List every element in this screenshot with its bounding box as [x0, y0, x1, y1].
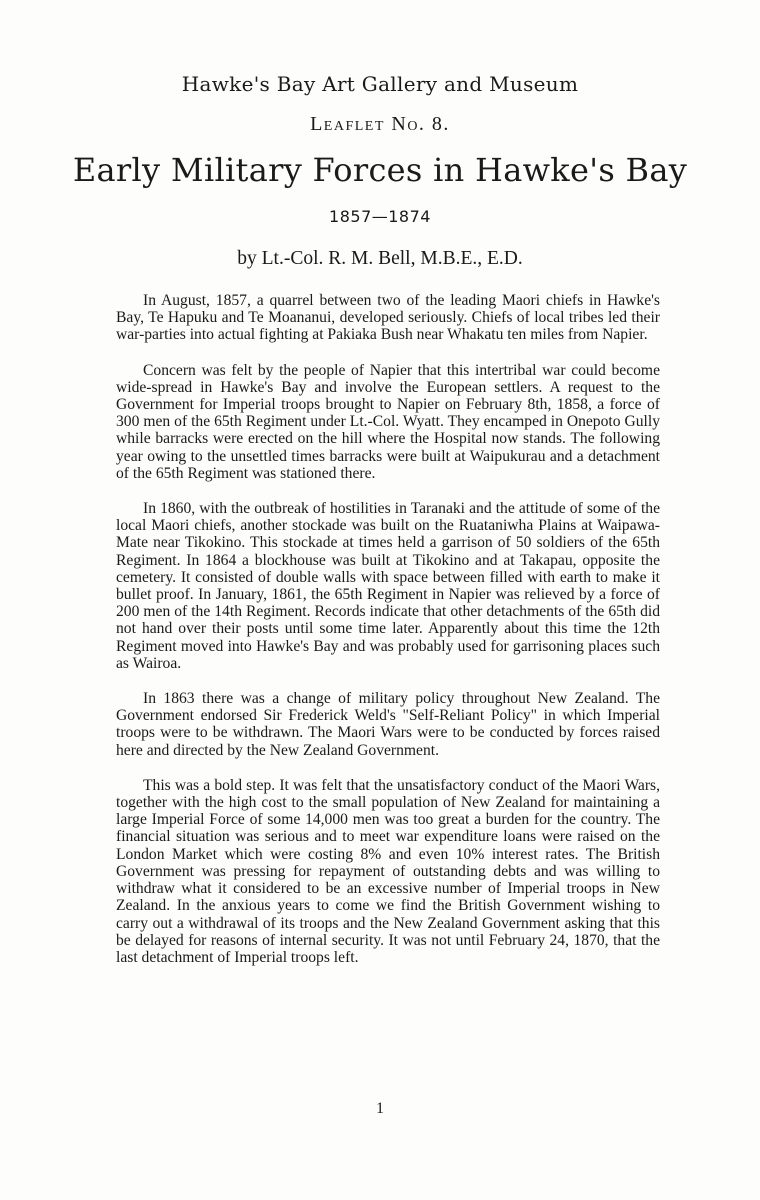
paragraph: This was a bold step. It was felt that the unsatisfactory conduct of the Maori Wars, together with the high cost to the small population of New Zealand for maintaining a large Imperial Force of some 14,000 men was too great a burden for the country. The financial situation was serious and to meet war expenditure loans were raised on the London Market which were costing 8% and even 10% interest rates. The British Government was pressing for repayment of outstanding debts and was willing to withdraw what it considered to be an excessive number of Imperial troops in New Zealand. In the anxious years to come we find the British Government wishing to carry out a withdrawal of its troops and the New Zealand Government asking that this be delayed for reasons of internal security. It was not until February 24, 1870, that the last detachment of Imperial troops left.: [116, 776, 660, 966]
date-range: 1857—1874: [329, 207, 431, 226]
page-number: 1: [376, 1100, 384, 1117]
museum-name: Hawke's Bay Art Gallery and Museum: [181, 72, 579, 96]
article-body: [116, 292, 660, 984]
author-byline: by Lt.-Col. R. M. Bell, M.B.E., E.D.: [237, 248, 523, 269]
paragraph: Concern was felt by the people of Napier that this intertribal war could become wide-spread in Hawke's Bay and involve the European settlers. A request to the Government for Imperial troops brought to Napier on February 8th, 1858, a force of 300 men of the 65th Regiment under Lt.-Col. Wyatt. They encamped in Onepoto Gully while barracks were erected on the hill where the Hospital now stands. The following year owing to the unsettled times barracks were built at Waipukurau and a detachment of the 65th Regiment was stationed there.: [116, 361, 660, 482]
paragraph: In August, 1857, a quarrel between two of the leading Maori chiefs in Hawke's Bay, Te Hapuku and Te Moananui, developed seriously. Chiefs of local tribes led their war-parties into actual fighting at Pakiaka Bush near Whakatu ten miles from Napier.: [116, 292, 660, 344]
page-title: Early Military Forces in Hawke's Bay: [72, 151, 688, 189]
paragraph: In 1863 there was a change of military policy throughout New Zealand. The Government endorsed Sir Frederick Weld's "Self-Reliant Policy" in which Imperial troops were to be withdrawn. The Maori Wars were to be conducted by forces raised here and directed by the New Zealand Government.: [116, 690, 660, 759]
paragraph: In 1860, with the outbreak of hostilities in Taranaki and the attitude of some of the local Maori chiefs, another stockade was built on the Ruataniwha Plains at Waipawa-Mate near Tikokino. This stockade at times held a garrison of 50 soldiers of the 65th Regiment. In 1864 a blockhouse was built at Tikokino and at Takapau, opposite the cemetery. It consisted of double walls with space between filled with earth to make it bullet proof. In January, 1861, the 65th Regiment in Napier was relieved by a force of 200 men of the 14th Regiment. Records indicate that other detachments of the 65th did not hand over their posts until some time later. Apparently about this time the 12th Regiment moved into Hawke's Bay and was probably used for garrisoning places such as Wairoa.: [116, 500, 660, 672]
leaflet-number: Leaflet No. 8.: [310, 113, 450, 135]
